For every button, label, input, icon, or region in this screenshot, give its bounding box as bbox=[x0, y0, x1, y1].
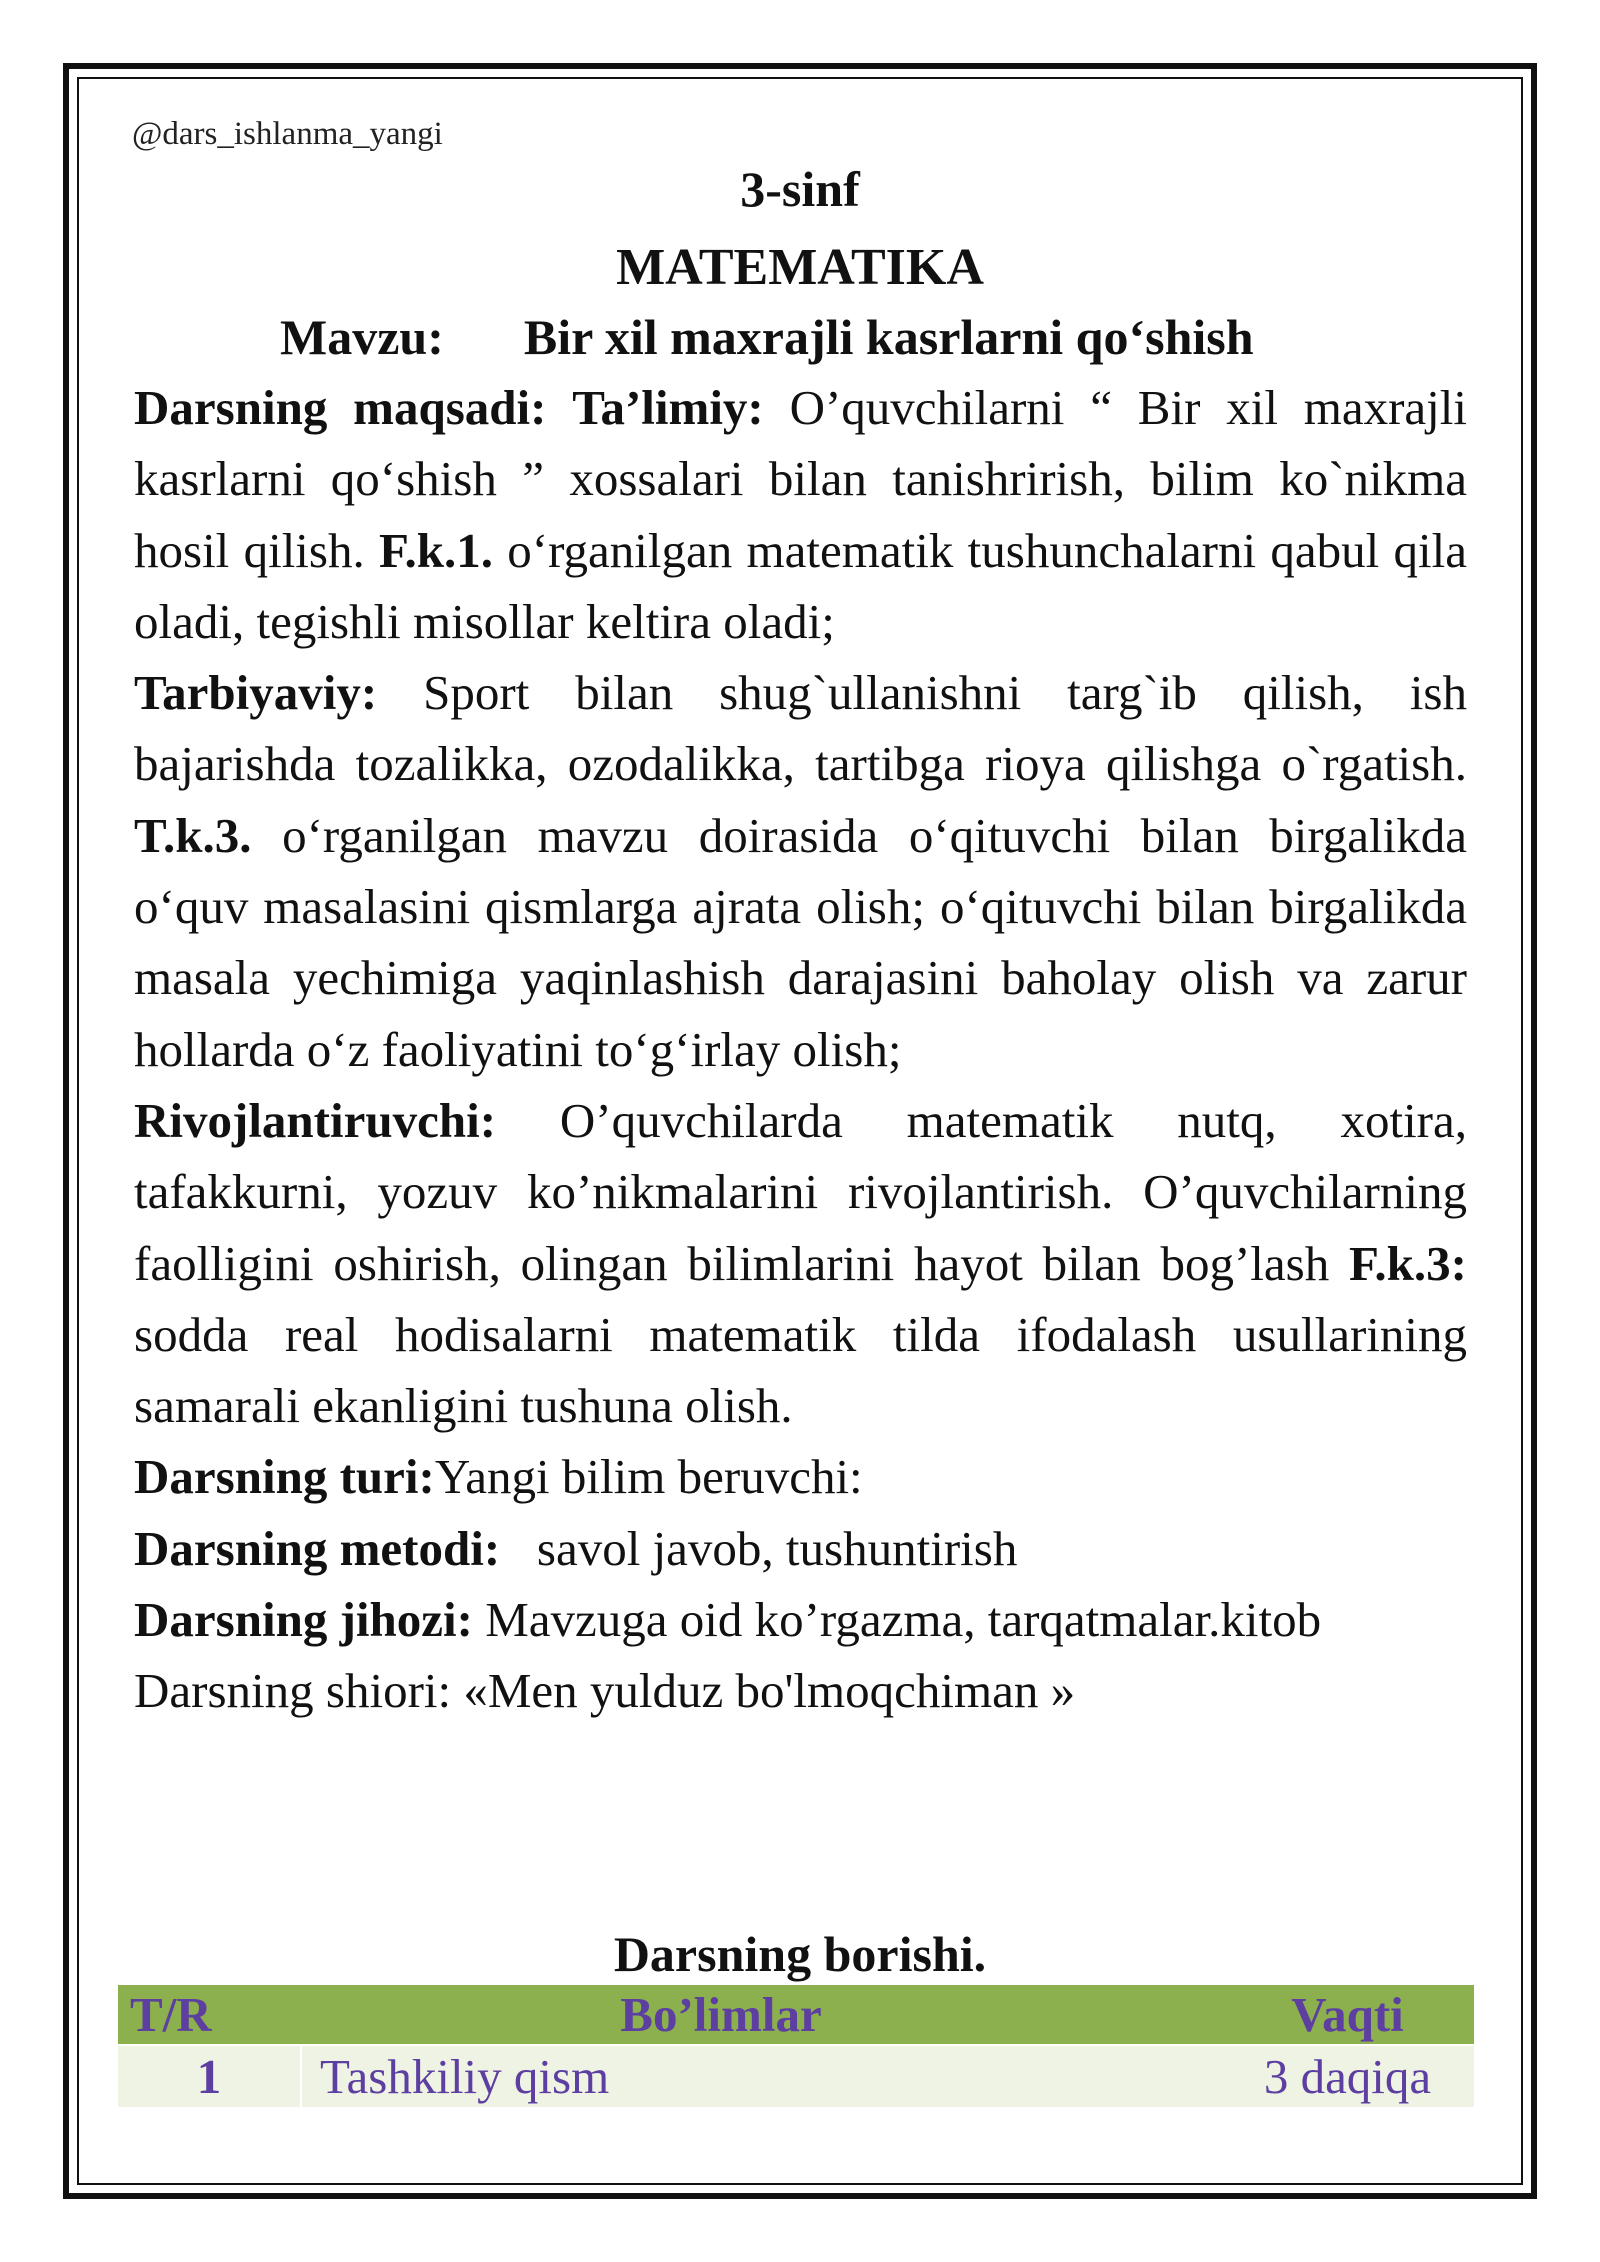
lesson-equipment-value: Mavzuga oid ko’rgazma, tarqatmalar.kitob bbox=[485, 1592, 1322, 1648]
grade-title: 3-sinf bbox=[740, 161, 860, 217]
lesson-method-label: Darsning metodi: bbox=[134, 1520, 501, 1576]
lesson-method-line bbox=[134, 1513, 1467, 1584]
fk3-text: sodda real hodisalarni matematik tilda ifodalash usullarining samarali ekanligini tushuna olish. bbox=[134, 1306, 1467, 1434]
rivoj-paragraph bbox=[134, 1085, 1467, 1441]
tk3-text: o‘rganilgan mavzu doirasida o‘qituvchi bilan birgalikda o‘quv masalasini qismlarga ajrata olish; o‘qituvchi bilan birgalikda masala yechimiga yaqinlashish darajasini baholay olish va zarur hollarda o‘z faoliyatini to‘g‘irlay olish; bbox=[134, 807, 1467, 1077]
goals-paragraph bbox=[134, 372, 1467, 657]
column-header-time: Vaqti bbox=[1291, 1987, 1404, 2042]
topic-label: Mavzu: bbox=[280, 309, 444, 365]
lesson-method-value: savol javob, tushuntirish bbox=[536, 1520, 1018, 1576]
table-cell-section: Tashkiliy qism bbox=[301, 2045, 1221, 2107]
column-header-sections: Bo’limlar bbox=[620, 1987, 822, 2042]
lesson-progress-table bbox=[118, 1985, 1474, 2107]
goals-label: Darsning maqsadi: bbox=[134, 380, 547, 435]
table-row bbox=[118, 2045, 1474, 2107]
column-header-number: T/R bbox=[130, 1987, 212, 2042]
fk3-label: F.k.3: bbox=[1349, 1235, 1468, 1291]
lesson-type-line bbox=[134, 1441, 1467, 1512]
table-cell-number: 1 bbox=[118, 2045, 301, 2107]
author-handle: @dars_ishlanma_yangi bbox=[132, 116, 443, 152]
tk3-label: T.k.3. bbox=[134, 807, 252, 863]
lesson-motto-line: Darsning shiori: «Men yulduz bo'lmoqchiman » bbox=[134, 1663, 1076, 1719]
rivoj-label: Rivojlantiruvchi: bbox=[134, 1092, 497, 1148]
fk1-text: o‘rganilgan matematik tushunchalarni qabul qila oladi, tegishli misollar keltira oladi; bbox=[134, 522, 1468, 649]
topic-title: Bir xil maxrajli kasrlarni qo‘shish bbox=[523, 309, 1254, 365]
lesson-type-value: Yangi bilim beruvchi: bbox=[434, 1449, 863, 1505]
tarbiyaviy-paragraph bbox=[134, 657, 1467, 1085]
talimiy-label: Ta’limiy: bbox=[572, 380, 764, 435]
lesson-equipment-label: Darsning jihozi: bbox=[134, 1592, 473, 1648]
lesson-progress-heading: Darsning borishi. bbox=[613, 1926, 987, 1982]
topic-line bbox=[280, 308, 1254, 366]
document-body bbox=[134, 372, 1467, 1727]
talimiy-text: O’quvchilarni “ Bir xil maxrajli kasrlarni qo‘shish ” xossalari bilan tanishrirish, bilim ko`nikma hosil qilish. bbox=[134, 380, 1468, 578]
tarbiyaviy-label: Tarbiyaviy: bbox=[134, 665, 378, 721]
subject-title: MATEMATIKA bbox=[616, 239, 984, 296]
fk1-label: F.k.1. bbox=[379, 522, 493, 578]
lesson-equipment-line bbox=[134, 1584, 1467, 1655]
rivoj-text: O’quvchilarda matematik nutq, xotira, tafakkurni, yozuv ko’nikmalarini rivojlantirish. O’quvchilarning faolligini oshirish, olingan bilimlarini hayot bilan bog’lash bbox=[134, 1092, 1468, 1291]
table-header-row bbox=[118, 1985, 1474, 2045]
lesson-type-label: Darsning turi: bbox=[134, 1449, 435, 1505]
tarbiyaviy-text: Sport bilan shug`ullanishni targ`ib qilish, ish bajarishda tozalikka, ozodalikka, tartibga rioya qilishga o`rgatish. bbox=[134, 665, 1468, 792]
table-cell-time: 3 daqiqa bbox=[1221, 2045, 1474, 2107]
